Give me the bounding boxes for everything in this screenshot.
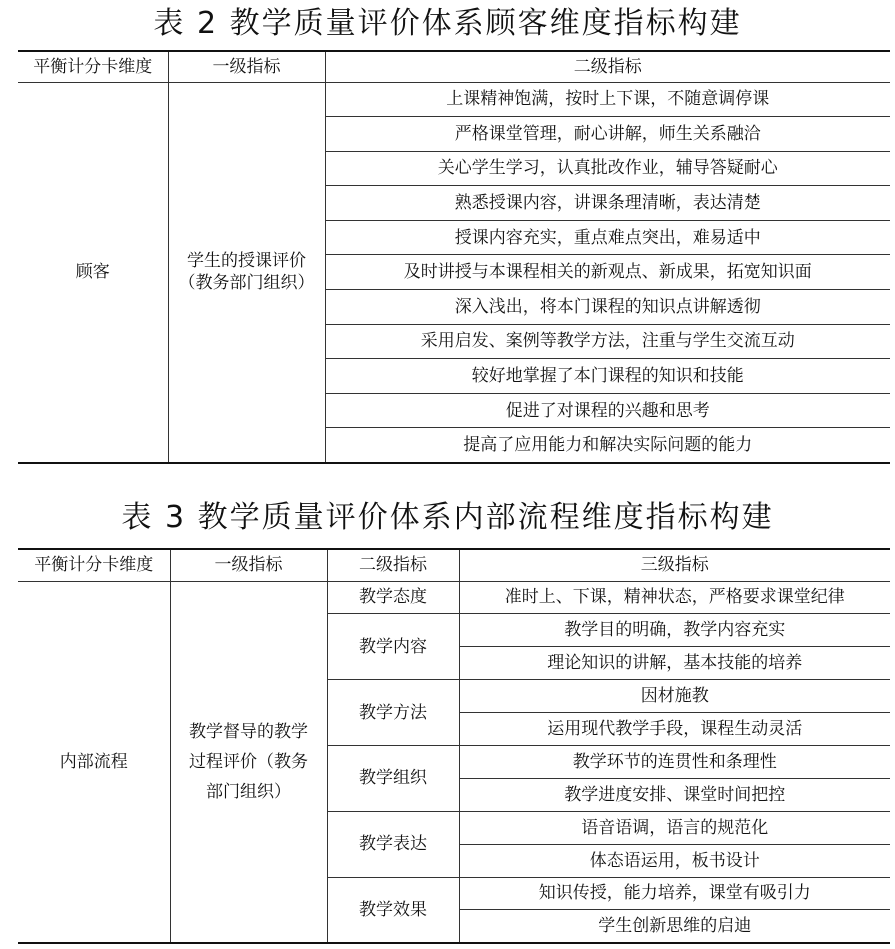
table-row: [18, 581, 890, 614]
table3-level3-cell: 体态语运用，板书设计: [459, 844, 890, 877]
table3-level3-cell: 知识传授，能力培养，课堂有吸引力: [459, 877, 890, 910]
table2-level2-cell: 提高了应用能力和解决实际问题的能力: [325, 428, 890, 463]
table3-level2-cell: 教学效果: [327, 877, 459, 943]
table3-title: 表 3 教学质量评价体系内部流程维度指标构建: [121, 500, 774, 535]
table3-header-level3: 三级指标: [459, 549, 890, 581]
table3-level3-cell: 教学进度安排、课堂时间把控: [459, 778, 890, 811]
table3-level3-cell: 准时上、下课，精神状态，严格要求课堂纪律: [459, 581, 890, 614]
table2-level2-cell: 熟悉授课内容，讲课条理清晰，表达清楚: [325, 186, 890, 221]
table3-level1-cell: 教学督导的教学过程评价（教务部门组织）: [170, 581, 327, 943]
table3-level2-cell: 教学态度: [327, 581, 459, 614]
table3-level2-cell: 教学表达: [327, 811, 459, 877]
table3-header-dimension: 平衡计分卡维度: [18, 549, 170, 581]
table2-level2-cell: 较好地掌握了本门课程的知识和技能: [325, 359, 890, 394]
table3-level2-cell: 教学组织: [327, 745, 459, 811]
table3-level2-cell: 教学方法: [327, 680, 459, 746]
table3-dimension-cell: 内部流程: [18, 581, 170, 943]
table2-level2-cell: 深入浅出，将本门课程的知识点讲解透彻: [325, 290, 890, 325]
table2-level2-cell: 及时讲授与本课程相关的新观点、新成果，拓宽知识面: [325, 255, 890, 290]
table3-level3-cell: 教学目的明确，教学内容充实: [459, 614, 890, 647]
table3-header-row: [18, 549, 890, 581]
table3-level3-cell: 语音语调，语言的规范化: [459, 811, 890, 844]
table2-level2-cell: 上课精神饱满，按时上下课，不随意调停课: [325, 82, 890, 117]
table2-title: 表 2 教学质量评价体系顾客维度指标构建: [153, 6, 742, 41]
table2-header-level1: 一级指标: [168, 51, 325, 82]
table2-dimension-cell: 顾客: [18, 82, 168, 463]
table3-header-level2: 二级指标: [327, 549, 459, 581]
table3-level3-cell: 运用现代教学手段，课程生动灵活: [459, 713, 890, 746]
table3-header-level1: 一级指标: [170, 549, 327, 581]
table-row: [18, 82, 890, 117]
table3-level3-cell: 理论知识的讲解，基本技能的培养: [459, 647, 890, 680]
table3-level3-cell: 因材施教: [459, 680, 890, 713]
table3-level3-cell: 学生创新思维的启迪: [459, 910, 890, 943]
table2-level2-cell: 严格课堂管理，耐心讲解，师生关系融洽: [325, 117, 890, 152]
table2-level2-cell: 采用启发、案例等教学方法，注重与学生交流互动: [325, 324, 890, 359]
table2-level2-cell: 促进了对课程的兴趣和思考: [325, 393, 890, 428]
table2-level2-cell: 授课内容充实，重点难点突出，难易适中: [325, 220, 890, 255]
table2-level2-cell: 关心学生学习，认真批改作业，辅导答疑耐心: [325, 151, 890, 186]
table2-header-level2: 二级指标: [325, 51, 890, 82]
table3: [18, 548, 890, 944]
table3-level2-cell: 教学内容: [327, 614, 459, 680]
table2-level1-cell: 学生的授课评价（教务部门组织）: [168, 82, 325, 463]
table2-header-dimension: 平衡计分卡维度: [18, 51, 168, 82]
table3-level3-cell: 教学环节的连贯性和条理性: [459, 745, 890, 778]
table2-header-row: [18, 51, 890, 82]
table2: [18, 50, 890, 464]
